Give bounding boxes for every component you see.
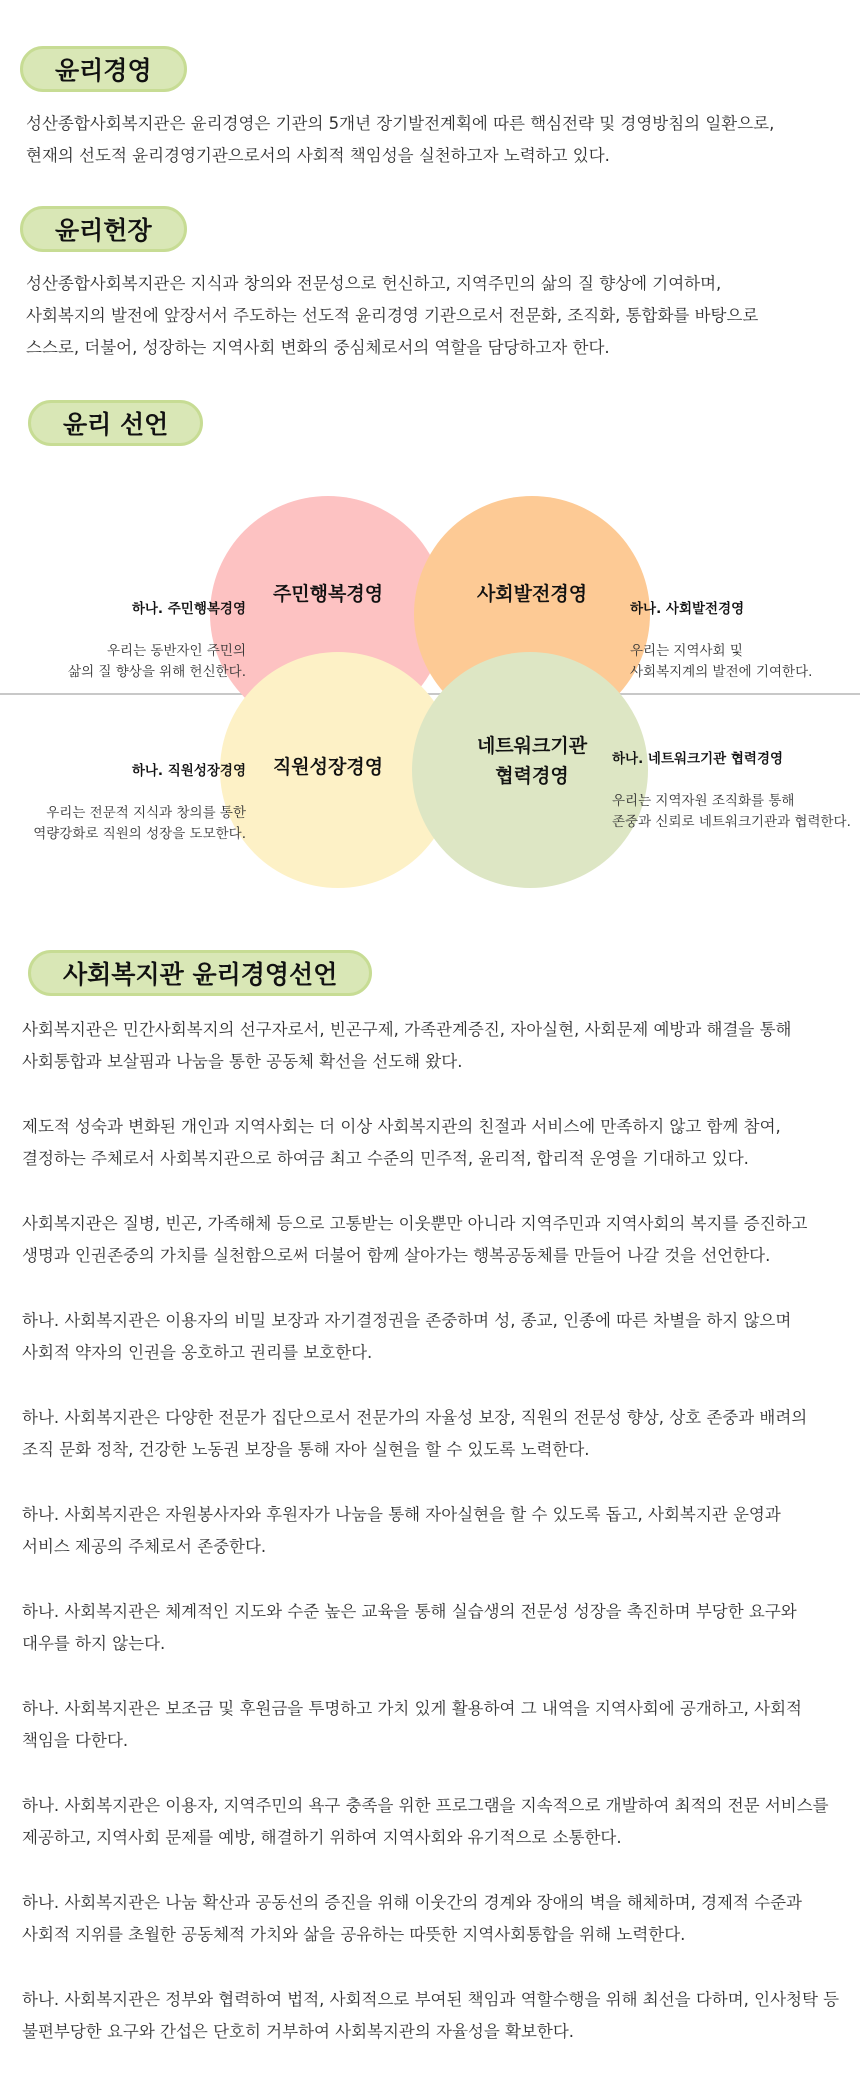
circle-label-social-development: 사회발전경영 — [476, 583, 588, 605]
circle-label-network-cooperation: 네트워크기관 협력경영 — [476, 735, 588, 787]
note-social-development — [630, 578, 850, 683]
note-heading: 하나. 직원성장경영 — [131, 763, 246, 779]
ethics-charter-text: 성산종합사회복지관은 지식과 창의와 전문성으로 헌신하고, 지역주민의 삶의 질 향상에 기여하며, 사회복지의 발전에 앞장서서 주도하는 선도적 윤리경영 기관으로서 전문화, 조직화, 통합화를 바탕으로 스스로, 더불어, 성장하는 지역사회 변화의 중심체로서의 역할을 담당하고자 한다. — [26, 274, 759, 357]
declaration-paragraph: 하나. 사회복지관은 다양한 전문가 집단으로서 전문가의 자율성 보장, 직원의 전문성 향상, 상호 존중과 배려의 조직 문화 정착, 건강한 노동권 보장을 통해 자아 실현을 할 수 있도록 노력한다. — [22, 1408, 808, 1459]
note-body: 우리는 지역자원 조직화를 통해 존중과 신뢰로 네트워크기관과 협력한다. — [612, 793, 851, 830]
declaration-paragraph: 하나. 사회복지관은 체계적인 지도와 수준 높은 교육을 통해 실습생의 전문성 성장을 촉진하며 부당한 요구와 대우를 하지 않는다. — [22, 1602, 797, 1653]
ethics-declaration-diagram — [0, 470, 860, 900]
declaration-paragraph: 하나. 사회복지관은 보조금 및 후원금을 투명하고 가치 있게 활용하여 그 내역을 지역사회에 공개하고, 사회적 책임을 다한다. — [22, 1699, 802, 1750]
section-title-ethics-charter: 윤리헌장 — [20, 206, 187, 252]
note-heading: 하나. 사회발전경영 — [630, 601, 745, 617]
declaration-paragraph: 하나. 사회복지관은 자원봉사자와 후원자가 나눔을 통해 자아실현을 할 수 있도록 돕고, 사회복지관 운영과 서비스 제공의 주체로서 존중한다. — [22, 1505, 781, 1556]
note-resident-happiness — [6, 578, 246, 683]
note-body: 우리는 지역사회 및 사회복지계의 발전에 기여한다. — [630, 643, 813, 680]
section-title-ethics-management: 윤리경영 — [20, 46, 187, 92]
declaration-paragraph: 하나. 사회복지관은 정부와 협력하여 법적, 사회적으로 부여된 책임과 역할수행을 위해 최선을 다하며, 인사청탁 등 불편부당한 요구와 간섭은 단호히 거부하여 사회복지관의 자율성을 확보한다. — [22, 1990, 840, 2041]
circle-label-staff-growth: 직원성장경영 — [272, 756, 384, 778]
note-heading: 하나. 네트워크기관 협력경영 — [612, 751, 784, 767]
declaration-paragraph: 사회복지관은 민간사회복지의 선구자로서, 빈곤구제, 가족관계증진, 자아실현, 사회문제 예방과 해결을 통해 사회통합과 보살핌과 나눔을 통한 공동체 확선을 선도해 왔다. — [22, 1020, 792, 1071]
section-title-welfare-declaration: 사회복지관 윤리경영선언 — [28, 950, 372, 996]
declaration-paragraph: 사회복지관은 질병, 빈곤, 가족해체 등으로 고통받는 이웃뿐만 아니라 지역주민과 지역사회의 복지를 증진하고 생명과 인권존중의 가치를 실천함으로써 더불어 함께 살아가는 행복공동체를 만들어 나갈 것을 선언한다. — [22, 1214, 808, 1265]
ethics-management-text: 성산종합사회복지관은 윤리경영은 기관의 5개년 장기발전계획에 따른 핵심전략 및 경영방침의 일환으로, 현재의 선도적 윤리경영기관으로서의 사회적 책임성을 실천하고자 노력하고 있다. — [26, 114, 775, 165]
circle-label-resident-happiness: 주민행복경영 — [272, 583, 384, 605]
declaration-paragraph: 하나. 사회복지관은 나눔 확산과 공동선의 증진을 위해 이웃간의 경계와 장애의 벽을 해체하며, 경제적 수준과 사회적 지위를 초월한 공동체적 가치와 삶을 공유하는 따뜻한 지역사회통합을 위해 노력한다. — [22, 1893, 802, 1944]
declaration-paragraph: 제도적 성숙과 변화된 개인과 지역사회는 더 이상 사회복지관의 친절과 서비스에 만족하지 않고 함께 참여, 결정하는 주체로서 사회복지관으로 하여금 최고 수준의 민주적, 윤리적, 합리적 운영을 기대하고 있다. — [22, 1117, 781, 1168]
declaration-paragraph: 하나. 사회복지관은 이용자, 지역주민의 욕구 충족을 위한 프로그램을 지속적으로 개발하여 최적의 전문 서비스를 제공하고, 지역사회 문제를 예방, 해결하기 위하여 지역사회와 유기적으로 소통한다. — [22, 1796, 829, 1847]
declaration-paragraph: 하나. 사회복지관은 이용자의 비밀 보장과 자기결정권을 존중하며 성, 종교, 인종에 따른 차별을 하지 않으며 사회적 약자의 인권을 옹호하고 권리를 보호한다. — [22, 1311, 792, 1362]
note-network-cooperation — [612, 728, 856, 833]
section-title-ethics-declaration: 윤리 선언 — [28, 400, 203, 446]
note-heading: 하나. 주민행복경영 — [131, 601, 246, 617]
note-body: 우리는 동반자인 주민의 삶의 질 향상을 위해 헌신한다. — [68, 643, 246, 680]
note-staff-growth — [0, 740, 246, 845]
note-body: 우리는 전문적 지식과 창의를 통한 역량강화로 직원의 성장을 도모한다. — [33, 805, 246, 842]
